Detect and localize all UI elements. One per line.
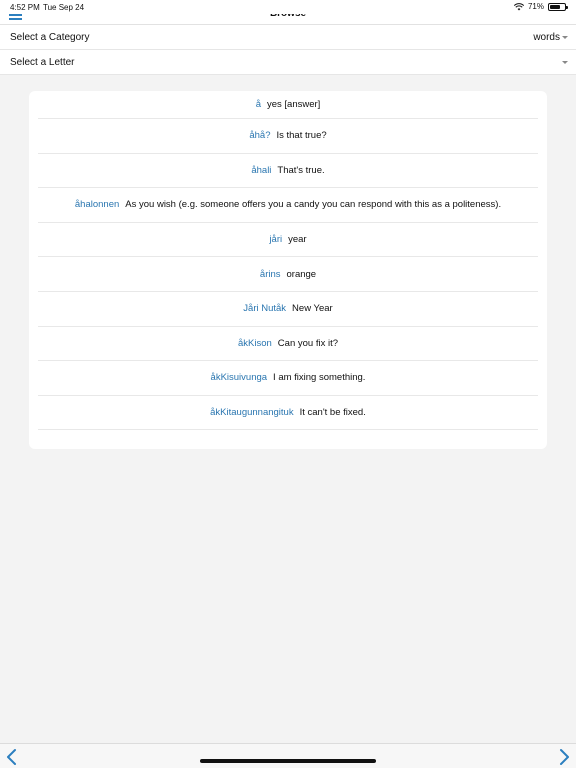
entry-word: Jåri Nutåk <box>243 303 287 315</box>
letter-label: Select a Letter <box>10 57 75 68</box>
status-time: 4:52 PM <box>10 3 40 12</box>
entry-word: å <box>255 99 261 110</box>
list-item[interactable] <box>38 292 538 327</box>
list-item[interactable] <box>38 361 538 396</box>
entry-definition: yes [answer] <box>266 99 321 110</box>
category-value: words <box>533 32 560 43</box>
category-label: Select a Category <box>10 32 90 43</box>
list-item[interactable] <box>38 91 538 119</box>
battery-percent: 71% <box>527 2 544 11</box>
entry-word: åkKitaugunnangituk <box>210 407 294 419</box>
entry-definition: New Year <box>292 303 333 315</box>
list-item[interactable] <box>38 119 538 154</box>
word-list-card <box>29 91 547 449</box>
list-item[interactable] <box>38 396 538 431</box>
battery-icon <box>548 3 566 11</box>
list-item[interactable] <box>38 257 538 292</box>
entry-word: åhå? <box>249 130 271 142</box>
list-item[interactable] <box>38 223 538 258</box>
forward-arrow-icon[interactable] <box>556 748 572 766</box>
list-item[interactable] <box>38 154 538 189</box>
entry-definition: I am fixing something. <box>273 372 366 384</box>
entry-definition: year <box>288 234 307 246</box>
home-indicator[interactable] <box>200 759 376 763</box>
entry-word: åkKisuivunga <box>210 372 268 384</box>
entry-word: årins <box>259 268 281 280</box>
entry-definition: Can you fix it? <box>277 337 338 349</box>
entry-word: åkKison <box>237 337 272 349</box>
bottom-toolbar <box>0 743 576 768</box>
entry-definition: Is that true? <box>276 130 327 142</box>
status-indicators <box>514 2 566 11</box>
letter-selector[interactable] <box>0 50 576 75</box>
entry-definition: That's true. <box>277 164 325 176</box>
chevron-down-icon <box>562 36 568 39</box>
entry-word: åhalonnen <box>74 199 120 211</box>
list-item[interactable] <box>38 188 538 223</box>
chevron-down-icon <box>562 61 568 64</box>
battery-fill <box>550 5 560 9</box>
word-list <box>29 91 547 430</box>
entry-definition: It can't be fixed. <box>299 407 366 419</box>
status-bar <box>0 0 576 14</box>
list-item[interactable] <box>38 327 538 362</box>
entry-definition: As you wish (e.g. someone offers you a candy you can respond with this as a politeness). <box>125 199 502 211</box>
status-date: Tue Sep 24 <box>43 3 85 12</box>
entry-word: åhali <box>251 164 272 176</box>
category-selector[interactable] <box>0 25 576 50</box>
entry-word: jåri <box>269 234 283 246</box>
wifi-icon <box>514 3 524 11</box>
back-arrow-icon[interactable] <box>4 748 20 766</box>
entry-definition: orange <box>286 268 317 280</box>
